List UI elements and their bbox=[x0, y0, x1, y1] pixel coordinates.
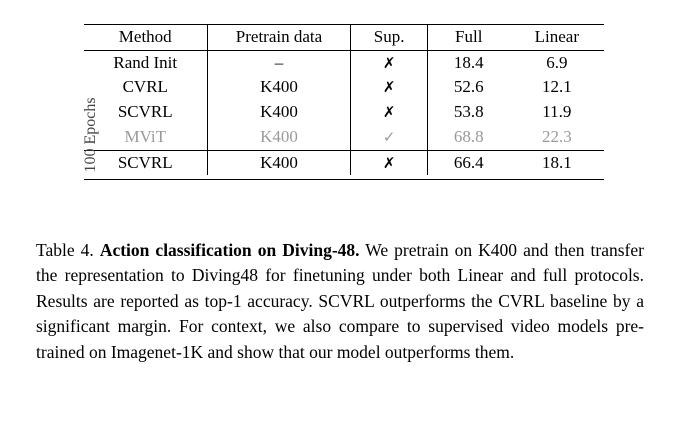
results-table bbox=[84, 24, 604, 180]
cell-sup bbox=[351, 75, 427, 100]
table-header-row bbox=[84, 25, 604, 51]
cell-sup bbox=[351, 100, 427, 125]
cross-icon: ✗ bbox=[382, 103, 396, 122]
cell-pretrain: K400 bbox=[207, 75, 351, 100]
caption-body: We pretrain on K400 and then transfer the representation to Diving48 for finetuning under both Linear and full protocols. Results are reported as top-1 accuracy. SCVRL outperforms the CVRL baseline by a significant margin. For context, we also compare to supervised video models pre-trained on Imagenet-1K and show that our model outperforms them. bbox=[36, 240, 644, 362]
cell-method: SCVRL bbox=[84, 150, 207, 175]
table-row bbox=[84, 125, 604, 150]
column-header-full: Full bbox=[427, 25, 509, 51]
cell-full: 66.4 bbox=[427, 150, 509, 175]
table-row bbox=[84, 50, 604, 75]
cell-full: 52.6 bbox=[427, 75, 509, 100]
row-group-label-text: 100 Epochs bbox=[82, 97, 99, 173]
table-caption bbox=[36, 238, 644, 365]
cell-sup bbox=[351, 150, 427, 175]
check-icon: ✓ bbox=[382, 127, 396, 146]
column-header-linear: Linear bbox=[510, 25, 604, 51]
cell-pretrain: K400 bbox=[207, 125, 351, 150]
cell-method: MViT bbox=[124, 126, 166, 146]
caption-label: Table 4. bbox=[36, 240, 100, 260]
cell-pretrain: K400 bbox=[207, 150, 351, 175]
cell-sup bbox=[351, 50, 427, 75]
row-group-label bbox=[82, 76, 100, 194]
cell-linear: 22.3 bbox=[541, 126, 572, 146]
cross-icon: ✗ bbox=[382, 153, 396, 172]
cell-full: 53.8 bbox=[427, 100, 509, 125]
cell-linear: 12.1 bbox=[541, 77, 572, 97]
column-header-pretrain-data: Pretrain data bbox=[207, 25, 351, 51]
cell-linear: 18.1 bbox=[510, 150, 604, 175]
caption-title: Action classification on Diving-48. bbox=[99, 240, 360, 260]
cell-pretrain: K400 bbox=[207, 100, 351, 125]
table-row bbox=[84, 75, 604, 100]
results-table-container bbox=[84, 24, 604, 180]
column-header-method: Method bbox=[84, 25, 207, 51]
table-row bbox=[84, 100, 604, 125]
column-header-sup: Sup. bbox=[351, 25, 427, 51]
table-row bbox=[84, 150, 604, 175]
cell-method: SCVRL bbox=[117, 102, 173, 122]
cell-linear: 11.9 bbox=[542, 102, 572, 122]
cell-method: CVRL bbox=[122, 77, 168, 97]
cell-linear: 6.9 bbox=[510, 50, 604, 75]
table-bottom-rule bbox=[84, 175, 604, 180]
cell-full: 68.8 bbox=[427, 125, 509, 150]
cell-sup bbox=[351, 125, 427, 150]
cross-icon: ✗ bbox=[382, 53, 396, 72]
cell-pretrain: – bbox=[207, 50, 351, 75]
cell-full: 18.4 bbox=[427, 50, 509, 75]
cell-method: Rand Init bbox=[84, 50, 207, 75]
cross-icon: ✗ bbox=[382, 78, 396, 97]
